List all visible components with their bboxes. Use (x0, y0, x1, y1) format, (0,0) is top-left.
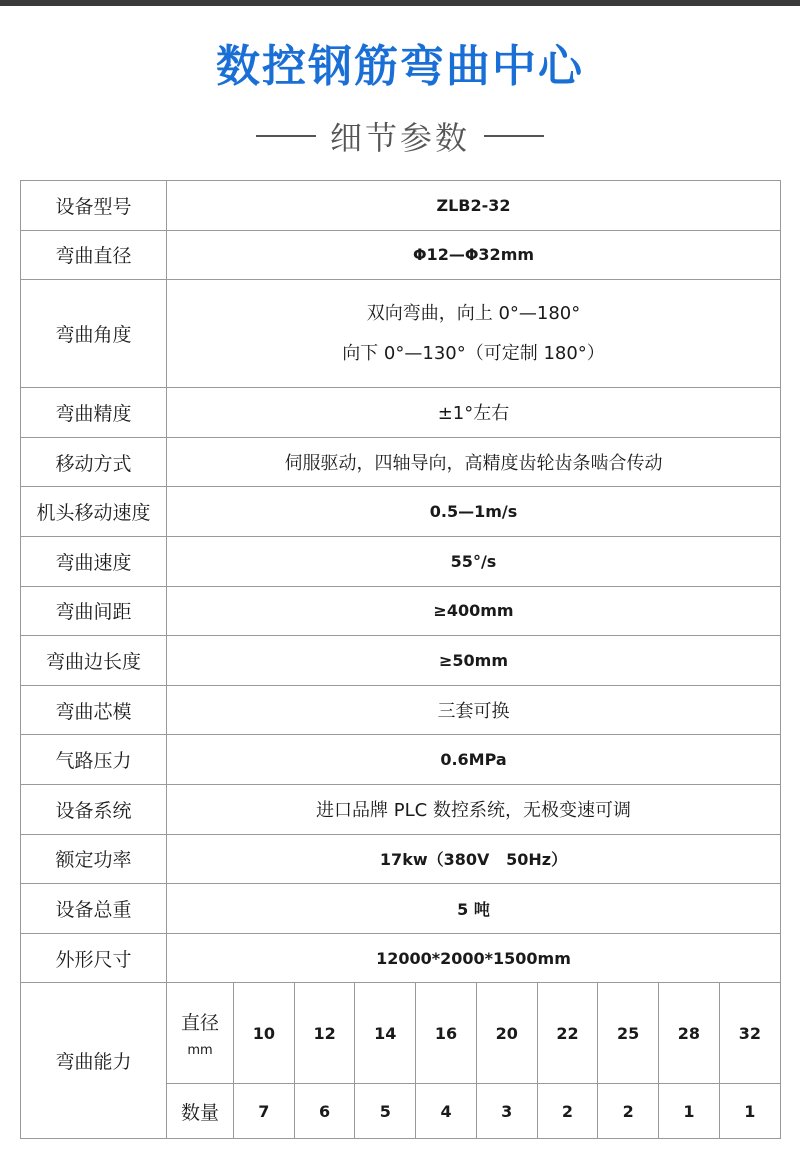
section-subtitle (0, 110, 800, 162)
spec-label: 弯曲角度 (21, 280, 167, 388)
spec-value-line: 双向弯曲，向上 0°—180° (366, 302, 581, 324)
spec-row-precision (21, 388, 781, 438)
diameter-value: 14 (355, 983, 416, 1083)
count-value: 2 (537, 1084, 598, 1139)
spec-row-weight (21, 884, 781, 934)
spec-value: 55°/s (167, 536, 781, 586)
diameter-unit: mm (187, 1043, 213, 1059)
spec-label: 设备总重 (21, 884, 167, 934)
spec-row-spacing (21, 586, 781, 636)
spec-row-model (21, 181, 781, 231)
count-value: 2 (598, 1084, 659, 1139)
spec-value: 17kw（380V 50Hz） (167, 834, 781, 884)
top-bar (0, 0, 800, 6)
spec-label: 移动方式 (21, 437, 167, 487)
spec-label: 弯曲直径 (21, 230, 167, 280)
count-value: 7 (234, 1084, 295, 1139)
diameter-value: 32 (719, 983, 780, 1083)
page-title: 数控钢筋弯曲中心 (216, 41, 584, 92)
diameter-value: 10 (234, 983, 295, 1083)
count-value: 6 (294, 1084, 355, 1139)
spec-value: 5 吨 (167, 884, 781, 934)
subtitle-text: 细节参数 (329, 119, 470, 157)
diameter-value: 16 (416, 983, 477, 1083)
count-value: 4 (416, 1084, 477, 1139)
spec-value: 伺服驱动，四轴导向，高精度齿轮齿条啮合传动 (167, 437, 781, 487)
count-value: 3 (476, 1084, 537, 1139)
count-value: 5 (355, 1084, 416, 1139)
spec-label: 气路压力 (21, 735, 167, 785)
spec-value: 进口品牌 PLC 数控系统，无极变速可调 (167, 784, 781, 834)
spec-label: 弯曲能力 (21, 983, 167, 1139)
spec-value: ≥50mm (167, 636, 781, 686)
subtitle-left-rule (256, 135, 316, 137)
spec-label: 设备型号 (21, 181, 167, 231)
spec-label: 外形尺寸 (21, 933, 167, 983)
spec-row-bend-speed (21, 536, 781, 586)
count-value: 1 (719, 1084, 780, 1139)
spec-row-head-speed (21, 487, 781, 537)
capacity-count-row (167, 1084, 780, 1139)
spec-row-edge-length (21, 636, 781, 686)
spec-value: Φ12—Φ32mm (167, 230, 781, 280)
spec-value: ±1°左右 (167, 388, 781, 438)
spec-label: 机头移动速度 (21, 487, 167, 537)
spec-row-power (21, 834, 781, 884)
spec-value-line: 向下 0°—130°（可定制 180°） (342, 342, 605, 364)
diameter-value: 25 (598, 983, 659, 1083)
spec-row-system (21, 784, 781, 834)
diameter-value: 22 (537, 983, 598, 1083)
diameter-value: 12 (294, 983, 355, 1083)
capacity-table (167, 983, 780, 1138)
spec-row-diameter (21, 230, 781, 280)
capacity-diameter-row (167, 983, 780, 1083)
diameter-label: 直径 (180, 1012, 219, 1035)
spec-value: 0.6MPa (167, 735, 781, 785)
spec-label: 弯曲间距 (21, 586, 167, 636)
spec-row-angle (21, 280, 781, 388)
spec-value: 12000*2000*1500mm (167, 933, 781, 983)
spec-row-air-pressure (21, 735, 781, 785)
spec-row-movement (21, 437, 781, 487)
spec-label: 弯曲边长度 (21, 636, 167, 686)
spec-row-capacity (21, 983, 781, 1139)
spec-value: ≥400mm (167, 586, 781, 636)
spec-value (167, 280, 781, 388)
diameter-value: 20 (476, 983, 537, 1083)
subtitle-right-rule (484, 135, 544, 137)
spec-label: 弯曲速度 (21, 536, 167, 586)
spec-label: 弯曲芯模 (21, 685, 167, 735)
diameter-value: 28 (659, 983, 720, 1083)
diameter-header (167, 983, 234, 1083)
spec-label: 弯曲精度 (21, 388, 167, 438)
count-header: 数量 (167, 1084, 234, 1139)
spec-table (20, 180, 781, 1139)
spec-row-die (21, 685, 781, 735)
spec-label: 设备系统 (21, 784, 167, 834)
count-value: 1 (659, 1084, 720, 1139)
spec-value: 三套可换 (167, 685, 781, 735)
spec-row-dimensions (21, 933, 781, 983)
spec-label: 额定功率 (21, 834, 167, 884)
capacity-cell (167, 983, 781, 1139)
spec-value: ZLB2-32 (167, 181, 781, 231)
spec-value: 0.5—1m/s (167, 487, 781, 537)
